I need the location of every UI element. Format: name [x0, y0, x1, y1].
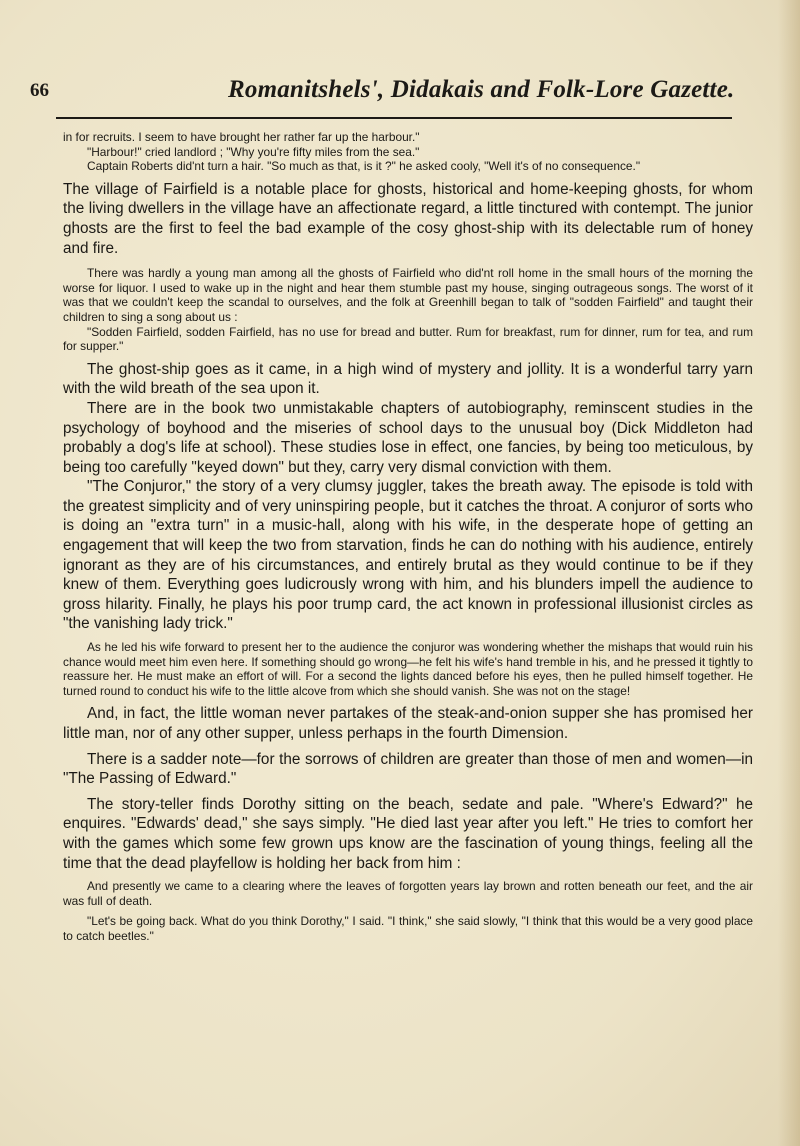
running-title: Romanitshels', Didakais and Folk-Lore Gazette. [228, 76, 735, 103]
quote-paragraph: "Harbour!" cried landlord ; "Why you're fifty miles from the sea." [87, 144, 420, 159]
body-paragraph: The story-teller finds Dorothy sitting on the beach, sedate and pale. "Where's Edward?" he enquires. "Edwards' dead," she says simply. "He died last year after you left." He tries to comfort her with the games which some few grown ups know are the fascination of young things, feeling all the time that the dead playfellow is holding her back from him : [63, 795, 753, 872]
body-paragraph: And, in fact, the little woman never partakes of the steak-and-onion supper she has promised her little man, nor of any other supper, unless perhaps in the fourth Dimension. [63, 705, 753, 742]
article-body [63, 130, 753, 944]
quote-paragraph: in for recruits. I seem to have brought her rather far up the harbour." [63, 130, 420, 144]
page-edge-shadow [778, 0, 800, 1146]
quote-paragraph: As he led his wife forward to present her to the audience the conjuror was wondering whether the mishaps that would ruin his chance would meet him even here. If something should go wrong—he felt his wife's hand tremble in his, and he pressed it tightly to reassure her. He must make an effort of will. For a second the lights danced before his eyes, then he pulled himself together. He turned round to conduct his wife to the little alcove from which she should vanish. She was not on the stage! [63, 640, 753, 698]
quote-paragraph: "Let's be going back. What do you think Dorothy," I said. "I think," she said slowly, "I think that this would be a very good place to catch beetles." [63, 914, 753, 943]
quote-paragraph: Captain Roberts did'nt turn a hair. "So much as that, is it ?" he asked cooly, "Well it's of no consequence." [87, 159, 641, 174]
page-number: 66 [30, 80, 49, 101]
header-rule [56, 117, 732, 119]
quote-paragraph: "Sodden Fairfield, sodden Fairfield, has no use for bread and butter. Rum for breakfast, rum for dinner, rum for tea, and rum for supper." [63, 324, 753, 354]
body-paragraph: "The Conjuror," the story of a very clumsy juggler, takes the breath away. The episode is told with the greatest simplicity and of very uninspiring people, but it catches the throat. A conjuror of sorts who is doing an "extra turn" in a music-hall, along with his wife, in the desperate hope of getting an engagement that will keep the two from starvation, finds he can do nothing with his audience, entirely ignorant as they are of his circumstances, and entirely brutal as they would continue to be if they knew of them. Everything goes ludicrously wrong with him, and his blunders impell the audience to gross hilarity. Finally, he plays his poor trump card, the act known in professional illusionist circles as "the vanishing lady trick." [63, 478, 753, 633]
body-paragraph: There is a sadder note—for the sorrows of children are greater than those of men and women—in "The Passing of Edward." [63, 750, 753, 788]
body-paragraph: The village of Fairfield is a notable place for ghosts, historical and home-keeping ghosts, for whom the living dwellers in the village have an affectionate regard, a little tinctured with contempt. The junior ghosts are the first to feel the bad example of the cosy ghost-ship with its delectable rum of honey and fire. [63, 180, 753, 257]
body-paragraph: The ghost-ship goes as it came, in a high wind of mystery and jollity. It is a wonderful tarry yarn with the wild breath of the sea upon it. [63, 360, 753, 398]
page-header [30, 70, 750, 114]
quote-paragraph: There was hardly a young man among all the ghosts of Fairfield who did'nt roll home in the small hours of the morning the worse for liquor. I used to wake up in the night and hear them stumble past my house, singing outrageous songs. The worst of it was that we couldn't keep the scandal to ourselves, and the folk at Greenhill began to talk of "sodden Fairfield" and taught their children to sing a song about us : [63, 266, 753, 324]
quote-paragraph: And presently we came to a clearing where the leaves of forgotten years lay brown and rotten beneath our feet, and the air was full of death. [63, 879, 753, 908]
body-paragraph: There are in the book two unmistakable chapters of autobiography, reminscent studies in the psychology of boyhood and the miseries of school days to the unusual boy (Dick Middleton had probably a dog's life at school). These studies lose in effect, one fancies, by being too meticulous, by being too carefully "keyed down" but they, carry very dismal conviction with them. [63, 399, 753, 476]
